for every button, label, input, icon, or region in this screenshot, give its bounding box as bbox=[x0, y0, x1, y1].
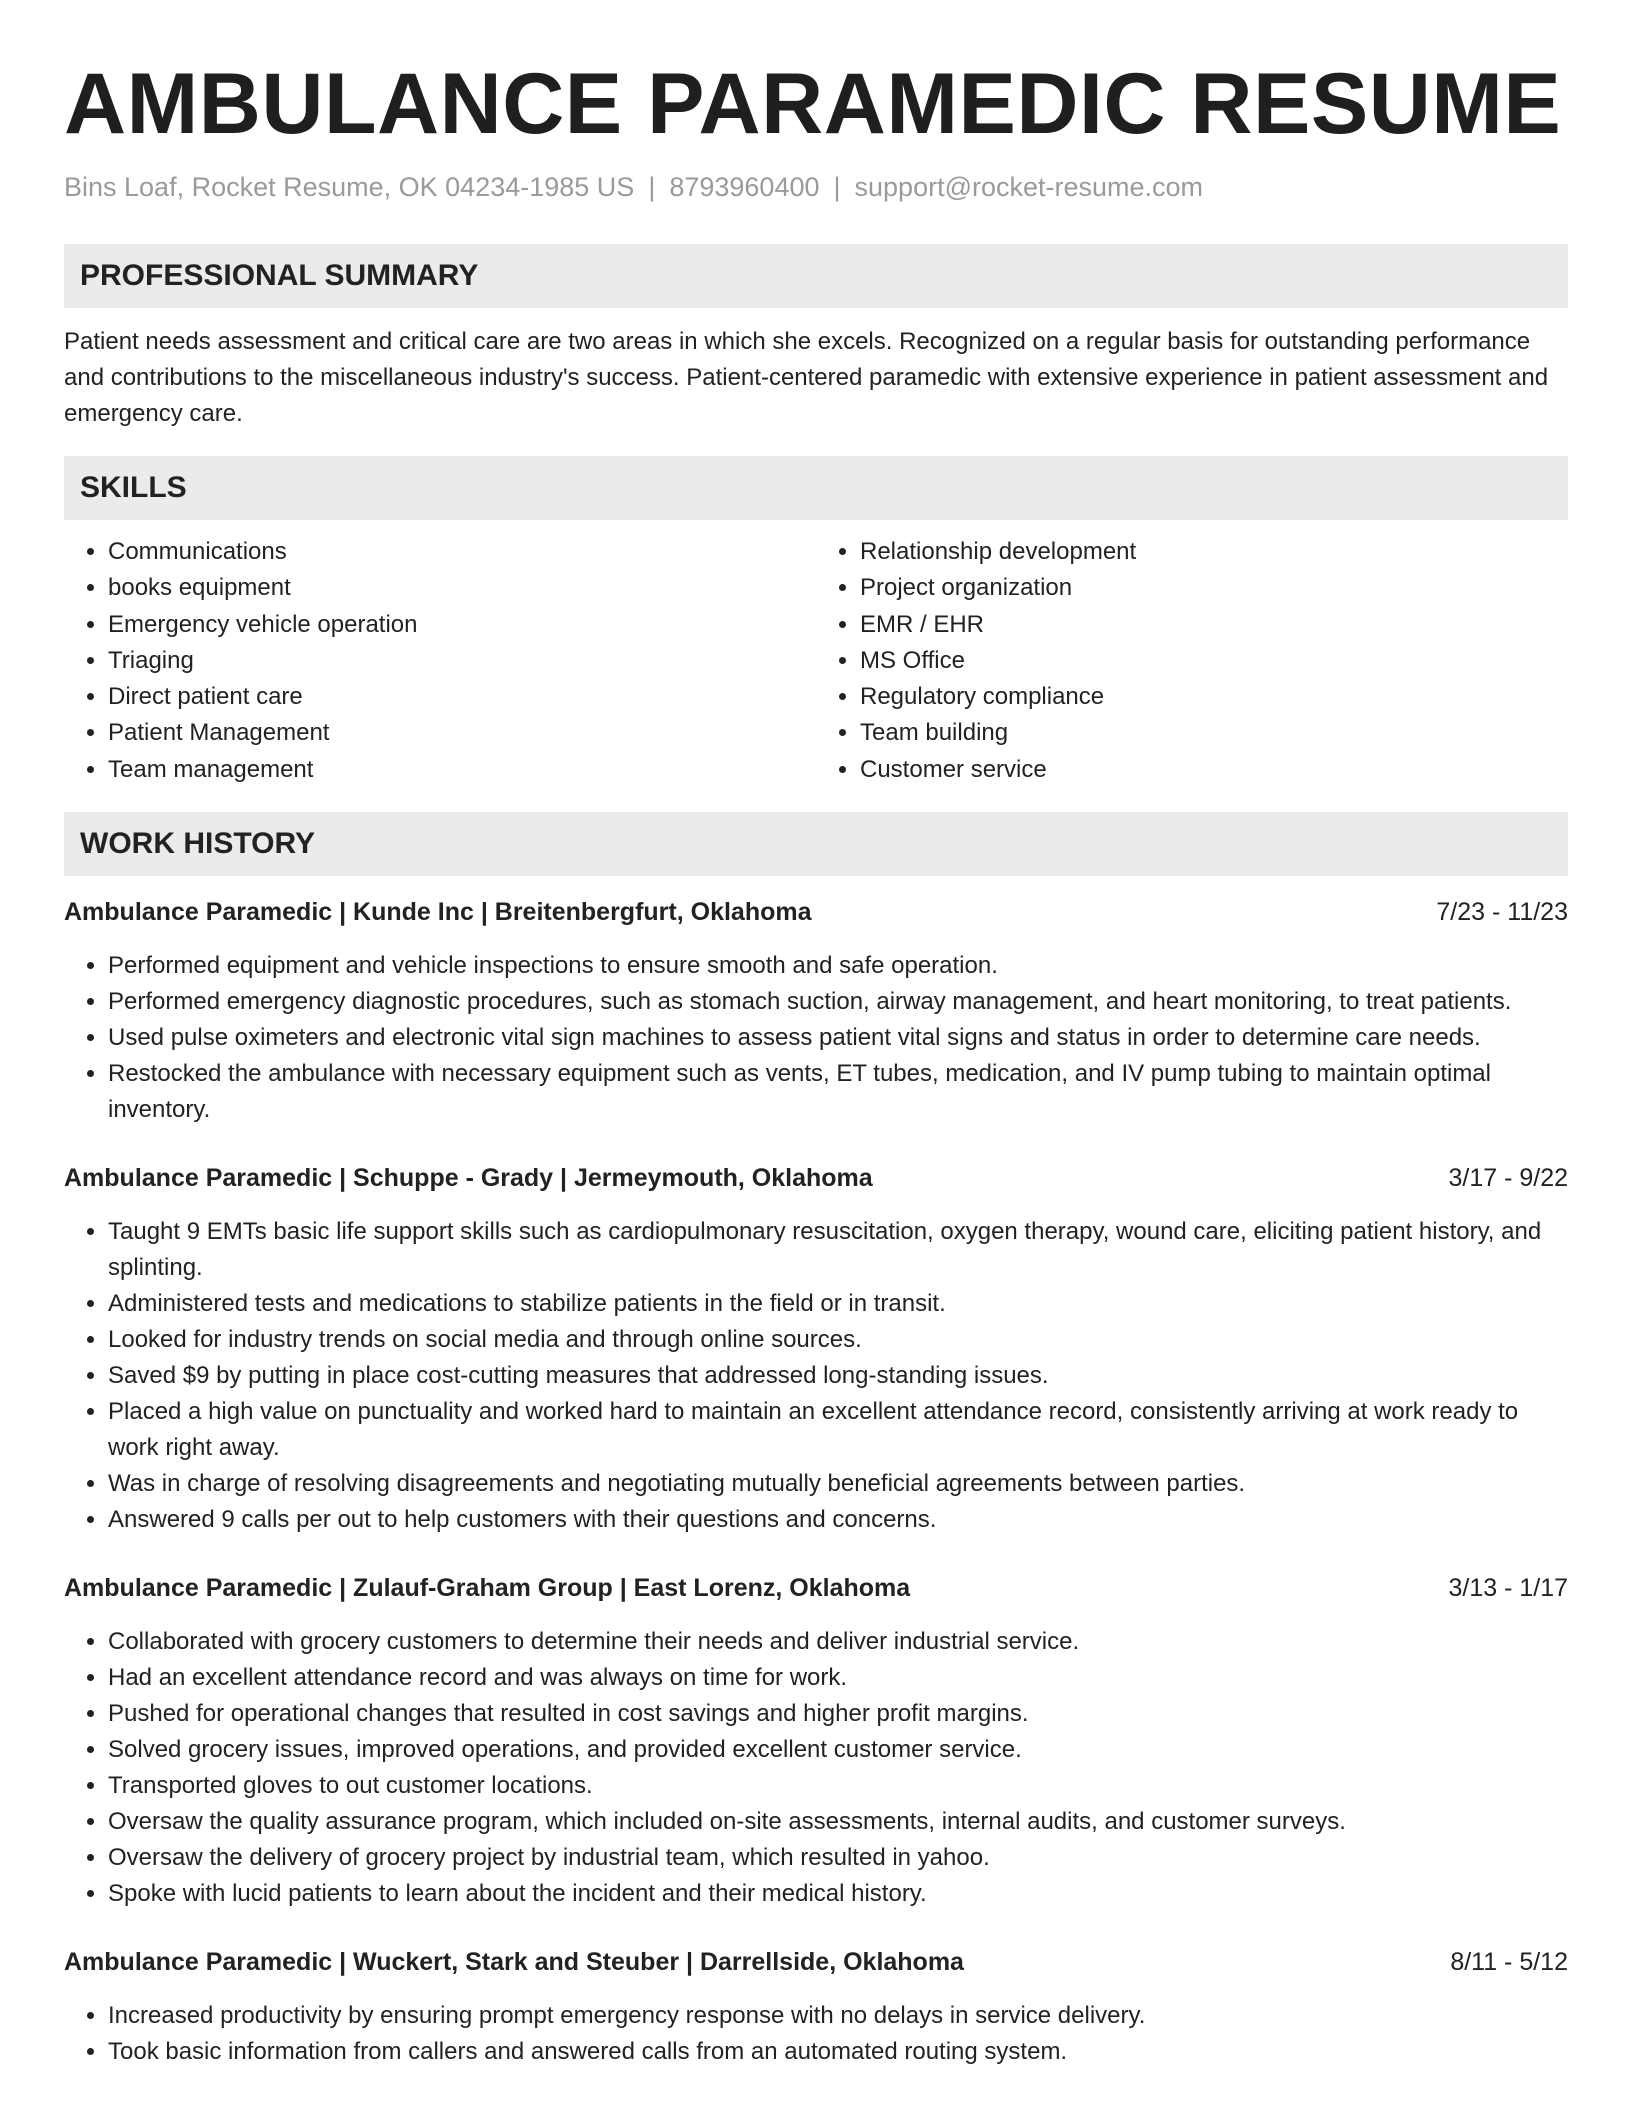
resume-title: AMBULANCE PARAMEDIC RESUME bbox=[64, 56, 1562, 152]
job-bullet: • Increased productivity by ensuring prompt emergency response with no delays in service delivery. bbox=[108, 1998, 1568, 2034]
job-bullet: • Took basic information from callers and answered calls from an automated routing system. bbox=[108, 2034, 1568, 2070]
job-dates: 7/23 - 11/23 bbox=[1436, 898, 1568, 927]
job-bullet: • Pushed for operational changes that resulted in cost savings and higher profit margins. bbox=[108, 1696, 1568, 1732]
skill-item: • Patient Management bbox=[108, 715, 816, 751]
skills-column-left bbox=[64, 534, 816, 788]
skill-item: • Team building bbox=[860, 715, 1568, 751]
job-bullet: • Administered tests and medications to stabilize patients in the field or in transit. bbox=[108, 1286, 1568, 1322]
job-entry bbox=[64, 1160, 1568, 1538]
skills-list bbox=[64, 534, 1568, 788]
job-title: Ambulance Paramedic | Schuppe - Grady | Jermeymouth, Oklahoma bbox=[64, 1164, 873, 1193]
skill-item: • Relationship development bbox=[860, 534, 1568, 570]
job-bullet: • Placed a high value on punctuality and worked hard to maintain an excellent attendance record, consistently arriving at work ready to work right away. bbox=[108, 1394, 1568, 1466]
contact-address: Bins Loaf, Rocket Resume, OK 04234-1985 US bbox=[64, 172, 635, 202]
job-dates: 8/11 - 5/12 bbox=[1450, 1948, 1568, 1977]
job-dates: 3/17 - 9/22 bbox=[1448, 1164, 1568, 1193]
job-bullets bbox=[64, 948, 1568, 1128]
job-title: Ambulance Paramedic | Kunde Inc | Breitenbergfurt, Oklahoma bbox=[64, 898, 812, 927]
job-bullet: • Saved $9 by putting in place cost-cutting measures that addressed long-standing issues. bbox=[108, 1358, 1568, 1394]
job-entry bbox=[64, 1944, 1568, 2070]
job-bullets bbox=[64, 1998, 1568, 2070]
summary-text: Patient needs assessment and critical care are two areas in which she excels. Recognized on a regular basis for outstanding performance and contributions to the miscellaneous industry's success. Patient-centered paramedic with extensive experience in patient assessment and emergency care. bbox=[64, 328, 1549, 427]
job-bullet: • Used pulse oximeters and electronic vital sign machines to assess patient vital signs and status in order to determine care needs. bbox=[108, 1020, 1568, 1056]
job-bullet: • Performed emergency diagnostic procedures, such as stomach suction, airway management, and heart monitoring, to treat patients. bbox=[108, 984, 1568, 1020]
skill-item: • Customer service bbox=[860, 752, 1568, 788]
job-bullet: • Oversaw the delivery of grocery project by industrial team, which resulted in yahoo. bbox=[108, 1840, 1568, 1876]
job-bullet: • Taught 9 EMTs basic life support skills such as cardiopulmonary resuscitation, oxygen therapy, wound care, eliciting patient history, and splinting. bbox=[108, 1214, 1568, 1286]
contact-separator: | bbox=[833, 172, 841, 202]
skill-item: • Communications bbox=[108, 534, 816, 570]
contact-separator: | bbox=[648, 172, 656, 202]
job-bullet: • Spoke with lucid patients to learn about the incident and their medical history. bbox=[108, 1876, 1568, 1912]
skill-item: • Emergency vehicle operation bbox=[108, 607, 816, 643]
work-history-heading: WORK HISTORY bbox=[64, 812, 1568, 876]
work-history-list bbox=[64, 894, 1568, 2070]
job-bullet: • Had an excellent attendance record and was always on time for work. bbox=[108, 1660, 1568, 1696]
skill-item: • MS Office bbox=[860, 643, 1568, 679]
contact-email: support@rocket-resume.com bbox=[854, 172, 1204, 202]
job-bullet: • Performed equipment and vehicle inspections to ensure smooth and safe operation. bbox=[108, 948, 1568, 984]
job-bullet: • Transported gloves to out customer locations. bbox=[108, 1768, 1568, 1804]
skill-item: • Triaging bbox=[108, 643, 816, 679]
contact-line bbox=[64, 168, 1568, 206]
job-bullet: • Oversaw the quality assurance program, which included on-site assessments, internal audits, and customer surveys. bbox=[108, 1804, 1568, 1840]
job-bullet: • Restocked the ambulance with necessary equipment such as vents, ET tubes, medication, and IV pump tubing to maintain optimal inventory. bbox=[108, 1056, 1568, 1128]
skills-heading: SKILLS bbox=[64, 456, 1568, 520]
job-title: Ambulance Paramedic | Zulauf-Graham Group | East Lorenz, Oklahoma bbox=[64, 1574, 911, 1603]
skill-item: • Team management bbox=[108, 752, 816, 788]
job-title: Ambulance Paramedic | Wuckert, Stark and Steuber | Darrellside, Oklahoma bbox=[64, 1948, 964, 1977]
skill-item: • EMR / EHR bbox=[860, 607, 1568, 643]
job-bullets bbox=[64, 1214, 1568, 1538]
job-header bbox=[64, 1160, 1568, 1196]
skill-item: • books equipment bbox=[108, 570, 816, 606]
job-bullet: • Looked for industry trends on social media and through online sources. bbox=[108, 1322, 1568, 1358]
job-bullet: • Solved grocery issues, improved operations, and provided excellent customer service. bbox=[108, 1732, 1568, 1768]
skill-item: • Regulatory compliance bbox=[860, 679, 1568, 715]
job-entry bbox=[64, 894, 1568, 1128]
job-bullet: • Answered 9 calls per out to help customers with their questions and concerns. bbox=[108, 1502, 1568, 1538]
summary-heading: PROFESSIONAL SUMMARY bbox=[64, 244, 1568, 308]
contact-phone: 8793960400 bbox=[669, 172, 820, 202]
skills-column-right bbox=[816, 534, 1568, 788]
job-bullet: • Collaborated with grocery customers to determine their needs and deliver industrial service. bbox=[108, 1624, 1568, 1660]
skill-item: • Project organization bbox=[860, 570, 1568, 606]
job-bullet: • Was in charge of resolving disagreements and negotiating mutually beneficial agreements between parties. bbox=[108, 1466, 1568, 1502]
job-header bbox=[64, 1570, 1568, 1606]
job-dates: 3/13 - 1/17 bbox=[1448, 1574, 1568, 1603]
job-header bbox=[64, 1944, 1568, 1980]
job-entry bbox=[64, 1570, 1568, 1912]
job-header bbox=[64, 894, 1568, 930]
skill-item: • Direct patient care bbox=[108, 679, 816, 715]
job-bullets bbox=[64, 1624, 1568, 1912]
